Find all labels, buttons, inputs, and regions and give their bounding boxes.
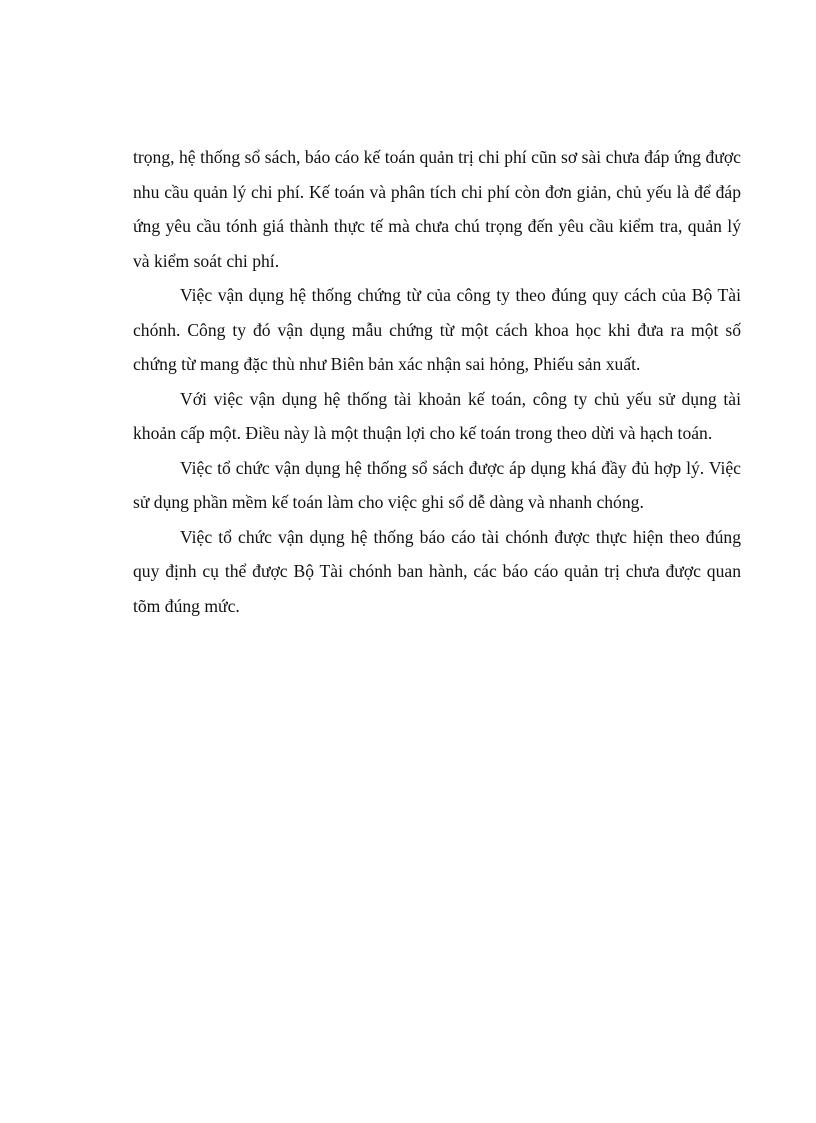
paragraph-chung-tu: Việc vận dụng hệ thống chứng từ của công ty theo đúng quy cách của Bộ Tài chónh. Công ty đó vận dụng mẫu chứng từ một cách khoa học khi đưa ra một số chứng từ mang đặc thù như Biên bản xác nhận sai hỏng, Phiếu sản xuất. (133, 285, 741, 374)
paragraph-so-sach: Việc tổ chức vận dụng hệ thống sổ sách được áp dụng khá đầy đủ hợp lý. Việc sử dụng phần mềm kế toán làm cho việc ghi sổ dễ dàng và nhanh chóng. (133, 457, 741, 512)
paragraph-bao-cao: Việc tổ chức vận dụng hệ thống báo cáo tài chónh được thực hiện theo đúng quy định cụ thể được Bộ Tài chónh ban hành, các báo cáo quản trị chưa được quan tõm đúng mức. (133, 526, 741, 616)
paragraph-tai-khoan: Với việc vận dụng hệ thống tài khoản kế toán, công ty chủ yếu sử dụng tài khoản cấp một. Điều này là một thuận lợi cho kế toán trong theo dừi và hạch toán. (133, 388, 741, 443)
paragraph-continuation: trọng, hệ thống sổ sách, báo cáo kế toán quản trị chi phí cũn sơ sài chưa đáp ứng được nhu cầu quản lý chi phí. Kế toán và phân tích chi phí còn đơn giản, chủ yếu là để đáp ứng yêu cầu tónh giá thành thực tế mà chưa chú trọng đến yêu cầu kiểm tra, quản lý và kiểm soát chi phí. (133, 147, 741, 271)
document-body (133, 140, 741, 623)
